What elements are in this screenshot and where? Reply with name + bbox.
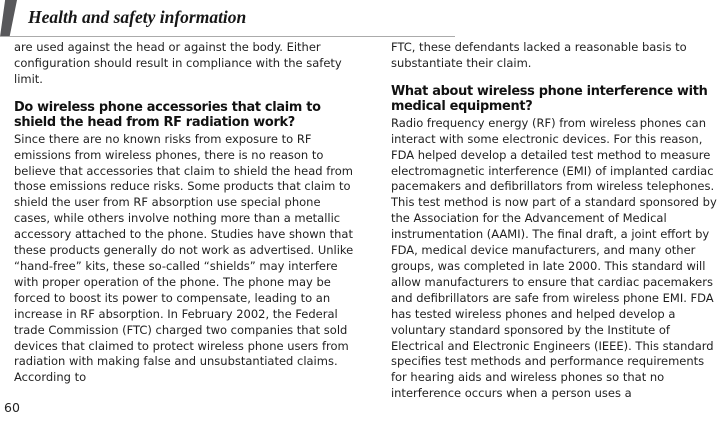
left-section-heading: Do wireless phone accessories that claim to shield the head from RF radiation work? (14, 99, 321, 131)
page-header (0, 0, 722, 37)
left-column (14, 40, 357, 402)
right-section-heading: What about wireless phone interference with medical equipment? (390, 83, 708, 115)
page-number: 60 (4, 400, 20, 415)
right-paragraph-body: Radio frequency energy (RF) from wireless phones can interact with some electronic devices. For this reason, FDA helped develop a detailed test method to measure electromagnetic interference (EMI) of implanted cardiac pacemakers and defibrillators from wireless telephones. This test method is now part of a standard sponsored by the Association for the Advancement of Medical instrumentation (AAMI). The final draft, a joint effort by FDA, medical device manufacturers, and many other groups, was completed in late 2000. This standard will allow manufacturers to ensure that cardiac pacemakers and defibrillators are safe from wireless phone EMI. FDA has tested wireless phones and helped develop a voluntary standard sponsored by the Institute of Electrical and Electronic Engineers (IEEE). This standard specifies test methods and performance requirements for hearing aids and wireless phones so that no interference occurs when a person uses a (390, 115, 717, 401)
left-paragraph-body: Since there are no known risks from exposure to RF emissions from wireless phones, there is no reason to believe that accessories that claim to shield the head from those emissions reduce risks. Some products that claim to shield the user from RF absorption use special phone cases, while others involve nothing more than a metallic accessory attached to the phone. Studies have shown that these products generally do not work as advertised. Unlike “hand-free” kits, these so-called “shields” may interfere with proper operation of the phone. The phone may be forced to boost its power to compensate, leading to an increase in RF absorption. In February 2002, the Federal trade Commission (FTC) charged two companies that sold devices that claimed to protect wireless phone users from radiation with making false and unsubstantiated claims. According to (14, 131, 354, 385)
two-column-body (0, 37, 722, 402)
right-column (391, 40, 722, 402)
header-slash-decoration-icon (0, 0, 17, 37)
page-title: Health and safety information (28, 7, 247, 27)
header-divider (0, 36, 455, 37)
right-paragraph-continuation: FTC, these defendants lacked a reasonable basis to substantiate their claim. (390, 40, 687, 70)
left-paragraph-continuation: are used against the head or against the body. Either configuration should result in compliance with the safety limit. (14, 40, 342, 86)
